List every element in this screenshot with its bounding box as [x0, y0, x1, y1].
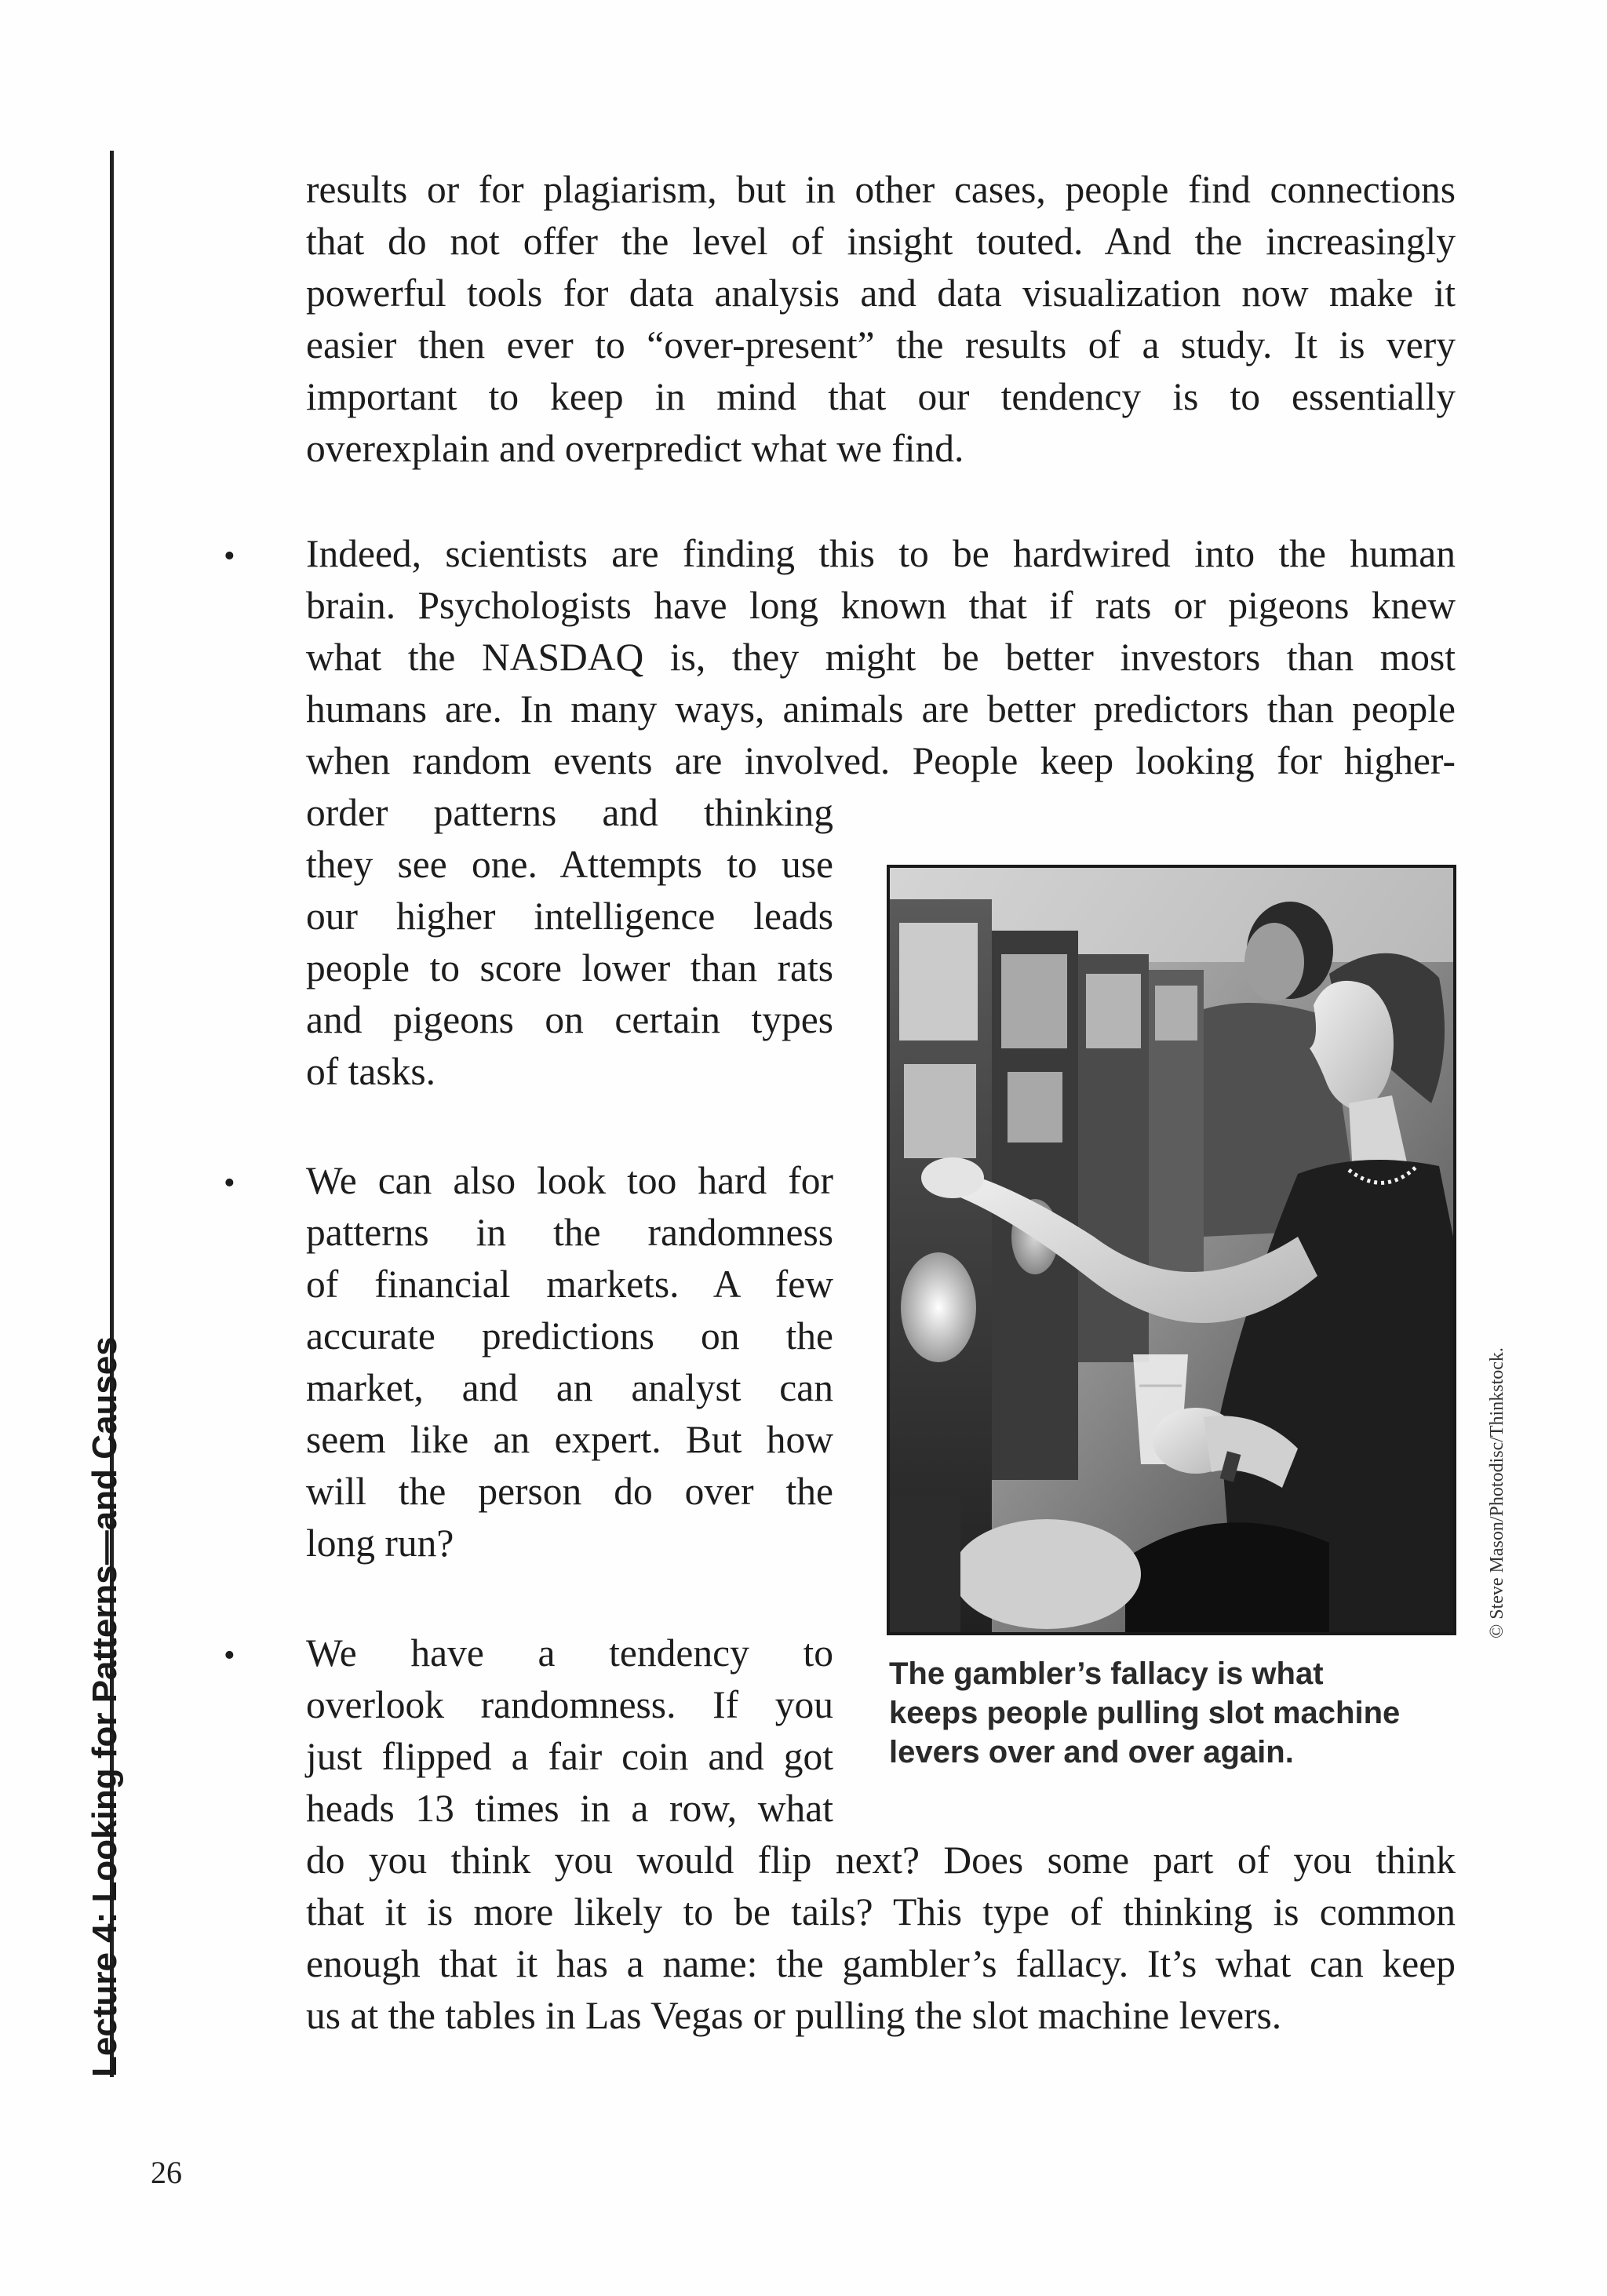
bullet-marker: •: [224, 1638, 235, 1674]
bullet-marker: •: [224, 1165, 235, 1201]
paragraph-continuation: [306, 164, 1456, 475]
text-line: results or for plagiarism, but in other cases, people find connections: [306, 168, 1456, 211]
text-line: We can also look too hard for: [306, 1159, 833, 1202]
text-line: will the person do over the: [306, 1470, 833, 1513]
bullet-paragraph-randomness: [306, 1627, 833, 1835]
text-line: market, and an analyst can: [306, 1366, 833, 1409]
text-line: do you think you would flip next? Does some part of you think: [306, 1839, 1456, 1882]
text-line: us at the tables in Las Vegas or pulling the slot machine levers.: [306, 1994, 1282, 2037]
text-line: they see one. Attempts to use: [306, 843, 833, 886]
text-line: heads 13 times in a row, what: [306, 1787, 833, 1830]
page-number: 26: [151, 2155, 182, 2190]
slot-machine-photo: [887, 865, 1456, 1635]
text-line: easier then ever to “over-present” the results of a study. It is very: [306, 323, 1456, 366]
bullet-paragraph-markets: [306, 1155, 833, 1569]
text-line: humans are. In many ways, animals are better predictors than people: [306, 687, 1456, 731]
text-line: our higher intelligence leads: [306, 895, 833, 938]
text-line: order patterns and thinking: [306, 791, 833, 834]
text-line: accurate predictions on the: [306, 1314, 833, 1358]
text-line: enough that it has a name: the gambler’s fallacy. It’s what can keep: [306, 1942, 1456, 1985]
text-line: that it is more likely to be tails? This type of thinking is common: [306, 1890, 1456, 1933]
bullet-paragraph-brain: [306, 528, 1456, 787]
caption-line: keeps people pulling slot machine: [889, 1696, 1401, 1730]
text-line: seem like an expert. But how: [306, 1418, 833, 1461]
text-line: that do not offer the level of insight touted. And the increasingly: [306, 220, 1456, 263]
caption-line: levers over and over again.: [889, 1735, 1294, 1769]
caption-line: The gambler’s fallacy is what: [889, 1656, 1324, 1691]
text-line: overexplain and overpredict what we find.: [306, 427, 964, 470]
bullet-paragraph-randomness-cont: [306, 1835, 1456, 2042]
bullet-marker: •: [224, 538, 235, 574]
text-line: powerful tools for data analysis and data visualization now make it: [306, 272, 1456, 315]
text-line: brain. Psychologists have long known that if rats or pigeons knew: [306, 584, 1456, 627]
text-line: Indeed, scientists are finding this to be hardwired into the human: [306, 532, 1456, 575]
text-line: of financial markets. A few: [306, 1263, 833, 1306]
text-line: We have a tendency to: [306, 1631, 833, 1675]
bullet-paragraph-brain-cont: [306, 787, 833, 1098]
text-line: and pigeons on certain types: [306, 998, 833, 1041]
text-line: just flipped a fair coin and got: [306, 1735, 833, 1778]
figure-caption: [889, 1654, 1454, 1772]
text-line: long run?: [306, 1522, 454, 1565]
text-line: overlook randomness. If you: [306, 1683, 833, 1726]
text-line: patterns in the randomness: [306, 1211, 833, 1254]
running-header: Lecture 4: Looking for Patterns—and Causes: [86, 1336, 124, 2077]
text-line: important to keep in mind that our tendency is to essentially: [306, 375, 1456, 418]
text-line: people to score lower than rats: [306, 946, 833, 989]
text-line: what the NASDAQ is, they might be better investors than most: [306, 636, 1456, 679]
text-line: when random events are involved. People keep looking for higher-: [306, 739, 1456, 782]
text-line: of tasks.: [306, 1050, 435, 1093]
photo-credit: © Steve Mason/Photodisc/Thinkstock.: [1487, 1347, 1507, 1638]
